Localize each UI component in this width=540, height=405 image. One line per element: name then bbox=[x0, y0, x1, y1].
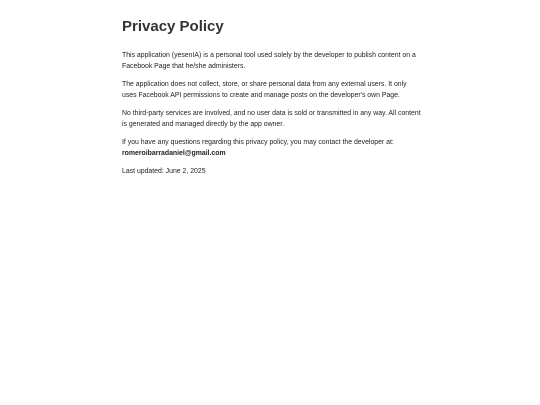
contact-email: romeroibarradaniel@gmail.com bbox=[122, 149, 226, 157]
page-title: Privacy Policy bbox=[122, 18, 224, 35]
last-updated: Last updated: June 2, 2025 bbox=[122, 168, 206, 175]
paragraph-purpose: This application (yesenIA) is a personal tool used solely by the developer to publish content on a Facebook Page that he/she administers. bbox=[122, 52, 416, 70]
paragraph-data-collection: The application does not collect, store, or share personal data from any external users. It only uses Facebook API permissions to create and manage posts on the developer's own Page. bbox=[122, 81, 407, 99]
contact-intro: If you have any questions regarding this privacy policy, you may contact the developer at: bbox=[122, 139, 394, 146]
paragraph-third-party: No third-party services are involved, and no user data is sold or transmitted in any way. All content is generated and managed directly by the app owner. bbox=[122, 110, 421, 128]
policy-content bbox=[122, 17, 422, 186]
paragraph-contact bbox=[122, 138, 422, 159]
